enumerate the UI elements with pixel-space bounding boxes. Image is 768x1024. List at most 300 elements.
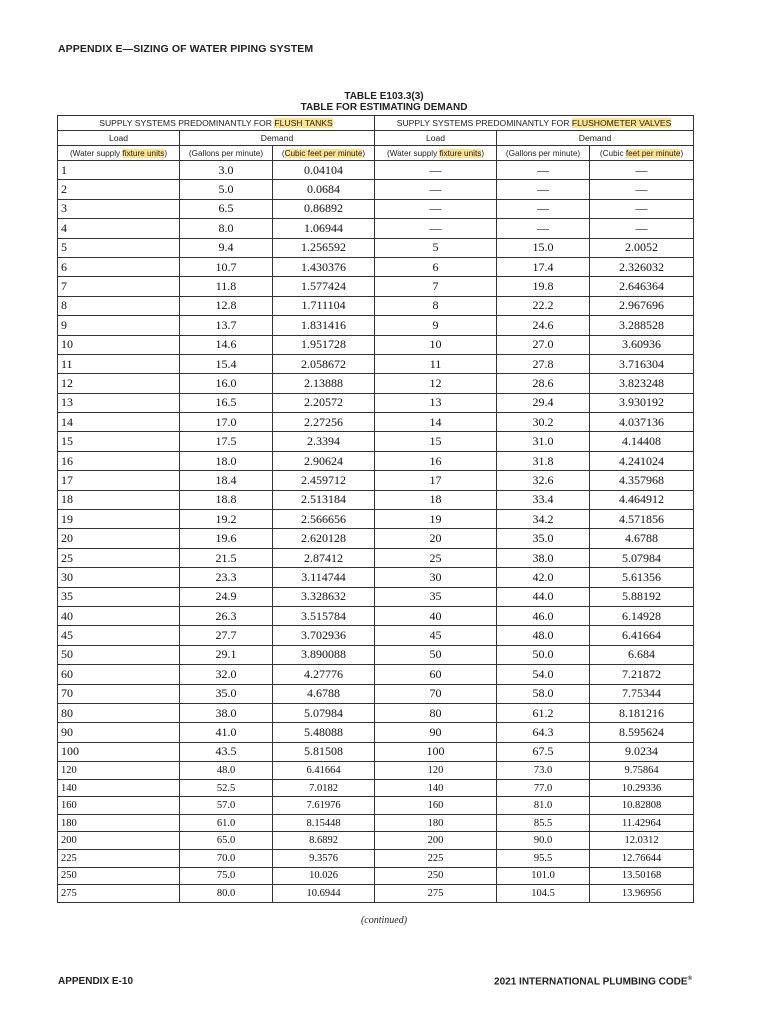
table-cell: 61.2: [497, 703, 590, 722]
table-row: [58, 393, 694, 412]
table-cell: 21.5: [180, 548, 273, 567]
table-cell: 15.0: [497, 238, 590, 257]
table-row: [58, 703, 694, 722]
table-row: [58, 850, 694, 868]
table-cell: 65.0: [180, 832, 273, 850]
table-cell: 40: [375, 606, 497, 625]
demand-header: Demand: [497, 131, 694, 146]
table-cell: —: [375, 199, 497, 218]
table-cell: 2.058672: [273, 354, 375, 373]
table-cell: 2.0052: [590, 238, 694, 257]
table-cell: 0.86892: [273, 199, 375, 218]
table-cell: 4.464912: [590, 490, 694, 509]
table-cell: 77.0: [497, 779, 590, 797]
table-cell: 2: [58, 180, 180, 199]
table-cell: 1.711104: [273, 296, 375, 315]
table-cell: 9: [375, 316, 497, 335]
table-cell: 2.646364: [590, 277, 694, 296]
table-cell: 1.256592: [273, 238, 375, 257]
table-cell: —: [590, 219, 694, 238]
table-cell: 10: [375, 335, 497, 354]
table-cell: 18: [58, 490, 180, 509]
gpm-header: (Gallons per minute): [497, 146, 590, 161]
table-row: [58, 316, 694, 335]
table-cell: 20: [375, 529, 497, 548]
table-cell: 45: [58, 626, 180, 645]
table-row: [58, 723, 694, 742]
table-cell: 8: [58, 296, 180, 315]
table-cell: 61.0: [180, 814, 273, 832]
table-cell: 20: [58, 529, 180, 548]
table-cell: 18: [375, 490, 497, 509]
flushometer-group-header: [375, 116, 694, 131]
table-row: [58, 529, 694, 548]
table-cell: 44.0: [497, 587, 590, 606]
table-cell: 50.0: [497, 645, 590, 664]
table-cell: 41.0: [180, 723, 273, 742]
table-cell: 30.2: [497, 413, 590, 432]
table-cell: 2.3394: [273, 432, 375, 451]
load-header: Load: [375, 131, 497, 146]
table-cell: 3.823248: [590, 374, 694, 393]
table-cell: 3.890088: [273, 645, 375, 664]
table-cell: 95.5: [497, 850, 590, 868]
table-cell: 3.702936: [273, 626, 375, 645]
table-cell: 67.5: [497, 742, 590, 761]
flushometer-valves-highlight: FLUSHOMETER VALVES: [571, 118, 672, 128]
table-cell: 5.81508: [273, 742, 375, 761]
table-cell: 9.4: [180, 238, 273, 257]
table-cell: 6.41664: [273, 762, 375, 780]
table-cell: 2.967696: [590, 296, 694, 315]
table-row: [58, 296, 694, 315]
table-cell: 16: [375, 451, 497, 470]
table-cell: 17.5: [180, 432, 273, 451]
table-row: [58, 335, 694, 354]
table-row: [58, 199, 694, 218]
continued-note: (continued): [360, 915, 408, 926]
cfm-highlight: Cubic feet per minute: [284, 148, 363, 158]
table-cell: 10.29336: [590, 779, 694, 797]
table-cell: 90: [58, 723, 180, 742]
table-cell: 3.716304: [590, 354, 694, 373]
table-cell: 85.5: [497, 814, 590, 832]
table-cell: 4.571856: [590, 510, 694, 529]
table-cell: 13.7: [180, 316, 273, 335]
table-cell: 70: [375, 684, 497, 703]
table-cell: 2.13888: [273, 374, 375, 393]
table-cell: 23.3: [180, 568, 273, 587]
table-cell: —: [590, 180, 694, 199]
table-cell: 30: [58, 568, 180, 587]
table-cell: 16: [58, 451, 180, 470]
table-cell: 80.0: [180, 885, 273, 903]
table-cell: 17.4: [497, 257, 590, 276]
table-row: [58, 510, 694, 529]
table-cell: 11: [58, 354, 180, 373]
table-cell: 140: [58, 779, 180, 797]
table-cell: 0.04104: [273, 161, 375, 180]
table-row: [58, 684, 694, 703]
table-cell: 12: [58, 374, 180, 393]
table-cell: 10.82808: [590, 797, 694, 815]
table-cell: 12.76644: [590, 850, 694, 868]
table-cell: 14.6: [180, 335, 273, 354]
table-cell: 8: [375, 296, 497, 315]
table-row: [58, 742, 694, 761]
table-cell: 31.8: [497, 451, 590, 470]
table-cell: 3.114744: [273, 568, 375, 587]
table-cell: 6.684: [590, 645, 694, 664]
table-cell: 3.328632: [273, 587, 375, 606]
table-cell: 5: [58, 238, 180, 257]
table-cell: 120: [375, 762, 497, 780]
table-cell: 275: [58, 885, 180, 903]
demand-header: Demand: [180, 131, 375, 146]
table-cell: 2.87412: [273, 548, 375, 567]
table-cell: 48.0: [180, 762, 273, 780]
table-cell: —: [375, 219, 497, 238]
table-cell: 225: [58, 850, 180, 868]
group-header-row: [58, 116, 694, 131]
table-cell: 45: [375, 626, 497, 645]
table-row: [58, 451, 694, 470]
table-cell: 22.2: [497, 296, 590, 315]
table-cell: 60: [58, 665, 180, 684]
load-header: Load: [58, 131, 180, 146]
table-cell: 275: [375, 885, 497, 903]
table-cell: 3.0: [180, 161, 273, 180]
table-cell: 9.75864: [590, 762, 694, 780]
table-cell: 80: [58, 703, 180, 722]
table-cell: 11.42964: [590, 814, 694, 832]
table-cell: 4.14408: [590, 432, 694, 451]
unit-text: (Cubic: [599, 148, 626, 158]
registered-mark: ®: [687, 976, 692, 982]
table-cell: 5: [375, 238, 497, 257]
table-cell: 2.620128: [273, 529, 375, 548]
table-cell: 50: [375, 645, 497, 664]
table-cell: 200: [375, 832, 497, 850]
table-cell: 250: [375, 867, 497, 885]
table-row: [58, 277, 694, 296]
table-cell: —: [497, 219, 590, 238]
table-cell: 1.951728: [273, 335, 375, 354]
table-cell: 3.930192: [590, 393, 694, 412]
table-cell: 5.61356: [590, 568, 694, 587]
footer-code-title: [494, 976, 692, 987]
table-cell: 32.6: [497, 471, 590, 490]
footer-code-title-text: 2021 INTERNATIONAL PLUMBING CODE: [494, 976, 688, 988]
table-row: [58, 762, 694, 780]
demand-table-body: [58, 116, 694, 903]
table-cell: —: [497, 161, 590, 180]
table-title: TABLE FOR ESTIMATING DEMAND: [300, 102, 468, 113]
table-cell: 160: [375, 797, 497, 815]
table-row: [58, 490, 694, 509]
table-cell: 7: [375, 277, 497, 296]
table-cell: 26.3: [180, 606, 273, 625]
group-header-prefix: SUPPLY SYSTEMS PREDOMINANTLY FOR: [396, 118, 572, 128]
table-cell: 31.0: [497, 432, 590, 451]
table-cell: 3.60936: [590, 335, 694, 354]
table-cell: 180: [375, 814, 497, 832]
table-cell: 33.4: [497, 490, 590, 509]
table-cell: 15: [58, 432, 180, 451]
table-cell: 90: [375, 723, 497, 742]
table-cell: —: [497, 199, 590, 218]
table-cell: 19: [375, 510, 497, 529]
table-cell: 4.27776: [273, 665, 375, 684]
table-cell: 8.6892: [273, 832, 375, 850]
table-cell: 120: [58, 762, 180, 780]
flush-tanks-highlight: FLUSH TANKS: [274, 118, 333, 128]
table-cell: 200: [58, 832, 180, 850]
table-cell: 19.2: [180, 510, 273, 529]
table-cell: 32.0: [180, 665, 273, 684]
table-cell: 17.0: [180, 413, 273, 432]
table-cell: 7.0182: [273, 779, 375, 797]
table-cell: 12.0312: [590, 832, 694, 850]
table-row: [58, 587, 694, 606]
table-cell: 7.75344: [590, 684, 694, 703]
table-cell: 81.0: [497, 797, 590, 815]
table-cell: 2.459712: [273, 471, 375, 490]
running-header: APPENDIX E—SIZING OF WATER PIPING SYSTEM: [58, 43, 314, 55]
table-cell: 2.20572: [273, 393, 375, 412]
table-cell: 42.0: [497, 568, 590, 587]
table-cell: 10.7: [180, 257, 273, 276]
table-cell: 17: [375, 471, 497, 490]
gpm-header: (Gallons per minute): [180, 146, 273, 161]
table-cell: 5.0: [180, 180, 273, 199]
fixture-units-header: [375, 146, 497, 161]
table-row: [58, 797, 694, 815]
footer-page-id: APPENDIX E-10: [58, 976, 134, 987]
table-cell: 27.0: [497, 335, 590, 354]
table-cell: —: [375, 161, 497, 180]
table-cell: 16.5: [180, 393, 273, 412]
table-cell: 70: [58, 684, 180, 703]
table-cell: 16.0: [180, 374, 273, 393]
table-cell: 1.430376: [273, 257, 375, 276]
table-cell: 50: [58, 645, 180, 664]
table-cell: 6: [375, 257, 497, 276]
table-cell: 7.21872: [590, 665, 694, 684]
table-cell: 5.07984: [273, 703, 375, 722]
table-cell: 140: [375, 779, 497, 797]
table-cell: 30: [375, 568, 497, 587]
table-row: [58, 548, 694, 567]
table-cell: 80: [375, 703, 497, 722]
table-cell: 104.5: [497, 885, 590, 903]
table-cell: 101.0: [497, 867, 590, 885]
table-cell: 38.0: [180, 703, 273, 722]
table-cell: 6.14928: [590, 606, 694, 625]
unit-text: (Water supply: [69, 148, 123, 158]
table-cell: 12.8: [180, 296, 273, 315]
table-cell: 6.5: [180, 199, 273, 218]
table-row: [58, 645, 694, 664]
table-cell: —: [590, 161, 694, 180]
table-row: [58, 180, 694, 199]
table-cell: 10.026: [273, 867, 375, 885]
table-cell: 15.4: [180, 354, 273, 373]
table-cell: 5.88192: [590, 587, 694, 606]
unit-text: ): [680, 148, 684, 158]
table-cell: 34.2: [497, 510, 590, 529]
table-cell: 10: [58, 335, 180, 354]
table-row: [58, 885, 694, 903]
table-cell: —: [497, 180, 590, 199]
table-cell: 43.5: [180, 742, 273, 761]
table-cell: 4.241024: [590, 451, 694, 470]
table-cell: 35: [375, 587, 497, 606]
table-cell: 9.0234: [590, 742, 694, 761]
table-cell: 35.0: [180, 684, 273, 703]
table-cell: 73.0: [497, 762, 590, 780]
table-cell: 2.27256: [273, 413, 375, 432]
table-cell: 25: [375, 548, 497, 567]
fixture-units-highlight: fixture units: [122, 148, 165, 158]
table-cell: 35: [58, 587, 180, 606]
units-header-row: [58, 146, 694, 161]
table-row: [58, 832, 694, 850]
table-row: [58, 432, 694, 451]
table-cell: 46.0: [497, 606, 590, 625]
table-cell: 8.181216: [590, 703, 694, 722]
table-cell: 2.513184: [273, 490, 375, 509]
table-cell: 9.3576: [273, 850, 375, 868]
table-cell: 8.0: [180, 219, 273, 238]
table-cell: 3.288528: [590, 316, 694, 335]
table-cell: 28.6: [497, 374, 590, 393]
table-cell: 11.8: [180, 277, 273, 296]
table-cell: 27.8: [497, 354, 590, 373]
table-cell: 60: [375, 665, 497, 684]
table-cell: 18.0: [180, 451, 273, 470]
table-cell: 2.566656: [273, 510, 375, 529]
table-cell: 180: [58, 814, 180, 832]
table-cell: 58.0: [497, 684, 590, 703]
table-row: [58, 626, 694, 645]
table-cell: 25: [58, 548, 180, 567]
fixture-units-header: [58, 146, 180, 161]
flush-tanks-group-header: [58, 116, 375, 131]
table-cell: 19.8: [497, 277, 590, 296]
cfm-header: [590, 146, 694, 161]
table-cell: 52.5: [180, 779, 273, 797]
load-demand-header-row: [58, 131, 694, 146]
table-cell: 8.15448: [273, 814, 375, 832]
table-cell: 19.6: [180, 529, 273, 548]
table-row: [58, 471, 694, 490]
fixture-units-highlight: fixture units: [439, 148, 482, 158]
table-cell: —: [590, 199, 694, 218]
table-cell: 14: [375, 413, 497, 432]
table-cell: 15: [375, 432, 497, 451]
table-cell: —: [375, 180, 497, 199]
table-cell: 100: [58, 742, 180, 761]
table-cell: 225: [375, 850, 497, 868]
table-row: [58, 161, 694, 180]
table-cell: 75.0: [180, 867, 273, 885]
table-row: [58, 374, 694, 393]
table-cell: 2.90624: [273, 451, 375, 470]
table-cell: 11: [375, 354, 497, 373]
table-cell: 14: [58, 413, 180, 432]
table-cell: 4.6788: [273, 684, 375, 703]
table-cell: 18.8: [180, 490, 273, 509]
unit-text: ): [164, 148, 168, 158]
unit-text: (: [281, 148, 285, 158]
table-row: [58, 867, 694, 885]
unit-text: (Water supply: [386, 148, 440, 158]
table-cell: 64.3: [497, 723, 590, 742]
table-row: [58, 257, 694, 276]
table-cell: 13.50168: [590, 867, 694, 885]
table-cell: 9: [58, 316, 180, 335]
table-cell: 35.0: [497, 529, 590, 548]
table-cell: 19: [58, 510, 180, 529]
table-cell: 4.6788: [590, 529, 694, 548]
table-cell: 160: [58, 797, 180, 815]
table-row: [58, 219, 694, 238]
table-cell: 250: [58, 867, 180, 885]
table-id: TABLE E103.3(3): [344, 91, 424, 102]
table-cell: 24.9: [180, 587, 273, 606]
table-cell: 13: [375, 393, 497, 412]
table-cell: 27.7: [180, 626, 273, 645]
cfm-highlight: feet per minute: [625, 148, 681, 158]
table-cell: 13: [58, 393, 180, 412]
table-cell: 1: [58, 161, 180, 180]
demand-table: [57, 115, 694, 903]
table-cell: 29.1: [180, 645, 273, 664]
table-cell: 17: [58, 471, 180, 490]
table-cell: 90.0: [497, 832, 590, 850]
table-cell: 1.577424: [273, 277, 375, 296]
table-cell: 6: [58, 257, 180, 276]
table-row: [58, 665, 694, 684]
table-cell: 13.96956: [590, 885, 694, 903]
table-row: [58, 238, 694, 257]
table-row: [58, 354, 694, 373]
cfm-header: [273, 146, 375, 161]
table-cell: 2.326032: [590, 257, 694, 276]
table-cell: 5.07984: [590, 548, 694, 567]
table-cell: 48.0: [497, 626, 590, 645]
table-cell: 10.6944: [273, 885, 375, 903]
table-cell: 38.0: [497, 548, 590, 567]
table-row: [58, 814, 694, 832]
unit-text: ): [481, 148, 485, 158]
table-cell: 7.61976: [273, 797, 375, 815]
group-header-prefix: SUPPLY SYSTEMS PREDOMINANTLY FOR: [99, 118, 275, 128]
table-cell: 4.357968: [590, 471, 694, 490]
table-cell: 3: [58, 199, 180, 218]
table-cell: 1.06944: [273, 219, 375, 238]
table-cell: 3.515784: [273, 606, 375, 625]
table-cell: 6.41664: [590, 626, 694, 645]
table-row: [58, 779, 694, 797]
table-cell: 5.48088: [273, 723, 375, 742]
table-row: [58, 413, 694, 432]
table-cell: 12: [375, 374, 497, 393]
table-cell: 8.595624: [590, 723, 694, 742]
table-cell: 29.4: [497, 393, 590, 412]
table-cell: 1.831416: [273, 316, 375, 335]
